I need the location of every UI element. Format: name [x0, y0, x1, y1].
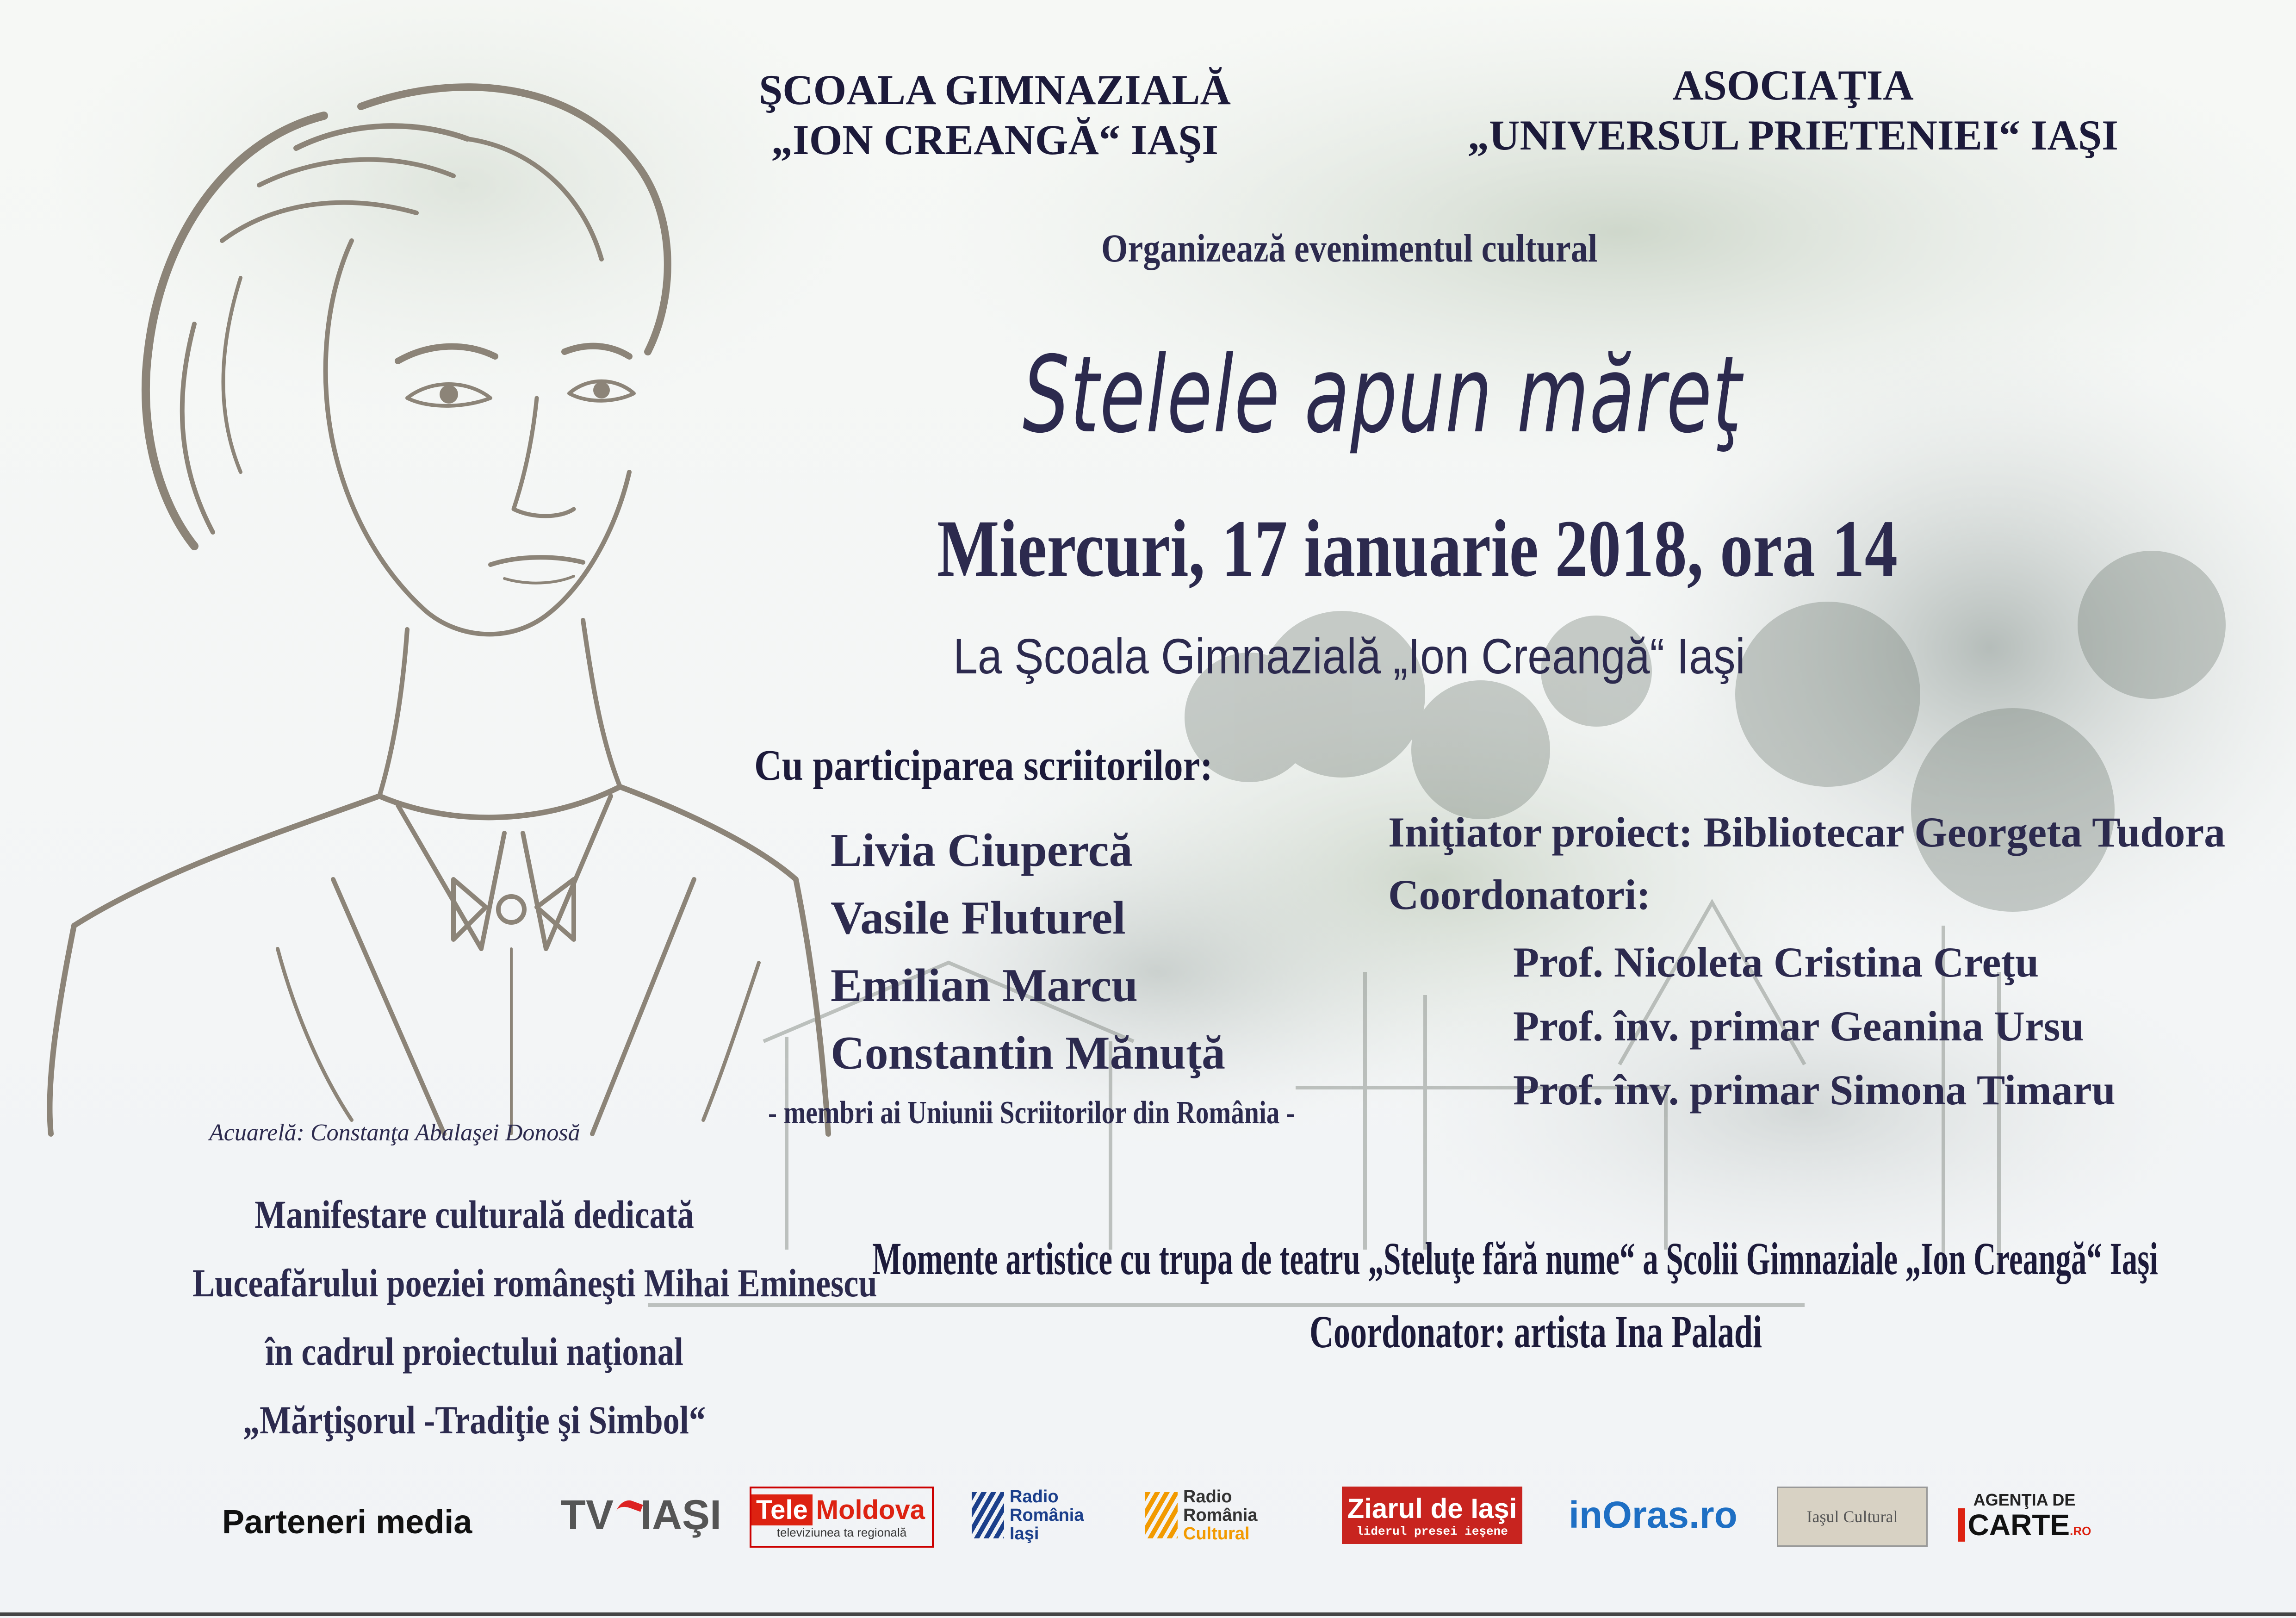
tv-iasi-swoosh-icon — [611, 1497, 643, 1533]
ziarul-de-iasi-tagline: liderul presei ieşene — [1356, 1524, 1508, 1538]
agentia-de-carte-logo-a: AGENŢIA — [1973, 1490, 2048, 1509]
dedication-line: în cadrul proiectului naţional — [265, 1329, 683, 1374]
writer-list — [831, 817, 1225, 1087]
dedication-line: Luceafărului poeziei româneşti Mihai Eminescu — [192, 1261, 877, 1305]
association-name-line2: „UNIVERSUL PRIETENIEI“ IAŞI — [1468, 112, 2118, 159]
inoras-logo[interactable] — [1562, 1487, 1744, 1544]
ziarul-de-iasi-logo[interactable] — [1342, 1487, 1522, 1544]
writer-name: Emilian Marcu — [831, 959, 1138, 1012]
association-name-line1: ASOCIAŢIA — [1672, 62, 1914, 109]
ziarul-de-iasi-title: Ziarul de Iaşi — [1347, 1493, 1517, 1524]
writers-heading: Cu participarea scriitorilor: — [754, 741, 1213, 790]
event-date: Miercuri, 17 ianuarie 2018, ora 14 — [937, 504, 1898, 594]
association-name — [1342, 60, 2244, 160]
tv-iasi-logo-b: IAŞI — [640, 1492, 722, 1538]
dedication-line: Manifestare culturală dedicată — [254, 1192, 694, 1237]
coordinator-name: Prof. înv. primar Simona Timaru — [1513, 1066, 2116, 1114]
artistic-coordinator: Coordonator: artista Ina Paladi — [1309, 1306, 1762, 1357]
radio-romania-iasi-logo-line: România — [1010, 1506, 1084, 1525]
school-name-line1: ŞCOALA GIMNAZIALĂ — [759, 66, 1231, 113]
radio-romania-iasi-logo-line: Radio — [1010, 1487, 1059, 1506]
radio-romania-iasi-icon — [972, 1492, 1004, 1538]
agentia-de-carte-logo[interactable] — [1950, 1487, 2098, 1544]
event-venue: La Şcoala Gimnazială „Ion Creangă“ Iaşi — [953, 628, 1745, 684]
writer-name: Constantin Mănuţă — [831, 1027, 1226, 1079]
radio-romania-cultural-logo-line: Radio — [1183, 1487, 1232, 1506]
organizes-line: Organizează evenimentul cultural — [1101, 226, 1598, 270]
iasul-cultural-logo[interactable] — [1777, 1487, 1928, 1547]
coordinator-name: Prof. înv. primar Geanina Ursu — [1513, 1002, 2084, 1050]
coordinators-label: Coordonatori: — [1388, 871, 1651, 918]
tv-iasi-logo[interactable] — [558, 1487, 724, 1544]
dedication-line: „Mărţişorul -Tradiţie şi Simbol“ — [243, 1398, 706, 1442]
radio-romania-cultural-icon — [1145, 1492, 1178, 1538]
media-partners-label: Parteneri media — [222, 1504, 472, 1541]
agentia-de-carte-logo-c: CARTE — [1958, 1508, 2070, 1542]
tele-moldova-logo[interactable] — [750, 1487, 934, 1548]
tele-moldova-tagline: televiziunea ta regională — [776, 1525, 907, 1539]
writers-note: - membri ai Uniunii Scriitorilor din România - — [768, 1095, 1295, 1131]
event-title: Stelele apun măreţ — [1023, 333, 1742, 456]
radio-romania-cultural-logo-line: România — [1183, 1506, 1258, 1525]
radio-romania-iasi-logo[interactable] — [972, 1487, 1111, 1544]
artistic-moments: Momente artistice cu trupa de teatru „Steluţe fără nume“ a Şcolii Gimnaziale „Ion Creangă“ Iaşi — [872, 1233, 2158, 1284]
agentia-de-carte-logo-b: DE — [2052, 1490, 2076, 1509]
writer-name: Livia Ciupercă — [831, 824, 1133, 877]
tele-moldova-logo-b: Moldova — [816, 1495, 925, 1525]
artwork-credit: Acuarelă: Constanţa Abalaşei Donosă — [209, 1120, 580, 1146]
inoras-logo-text: inOras.ro — [1569, 1494, 1738, 1536]
writer-name: Vasile Fluturel — [831, 892, 1126, 944]
coordinator-name: Prof. Nicoleta Cristina Creţu — [1513, 939, 2039, 986]
tele-moldova-logo-a: Tele — [751, 1494, 813, 1525]
radio-romania-iasi-logo-line: Iaşi — [1010, 1524, 1039, 1543]
radio-romania-cultural-logo-line: Cultural — [1183, 1524, 1250, 1543]
radio-romania-cultural-logo[interactable] — [1145, 1487, 1298, 1544]
iasul-cultural-logo-text: Iaşul Cultural — [1806, 1507, 1898, 1526]
school-name — [694, 65, 1296, 165]
school-name-line2: „ION CREANGĂ“ IAŞI — [771, 116, 1219, 163]
tv-iasi-logo-a: TV — [560, 1492, 614, 1538]
agentia-de-carte-logo-d: .RO — [2070, 1524, 2091, 1538]
project-initiator: Iniţiator proiect: Bibliotecar Georgeta Tudora — [1388, 809, 2226, 856]
coordinator-list — [1513, 930, 2116, 1122]
dedication — [139, 1180, 877, 1454]
